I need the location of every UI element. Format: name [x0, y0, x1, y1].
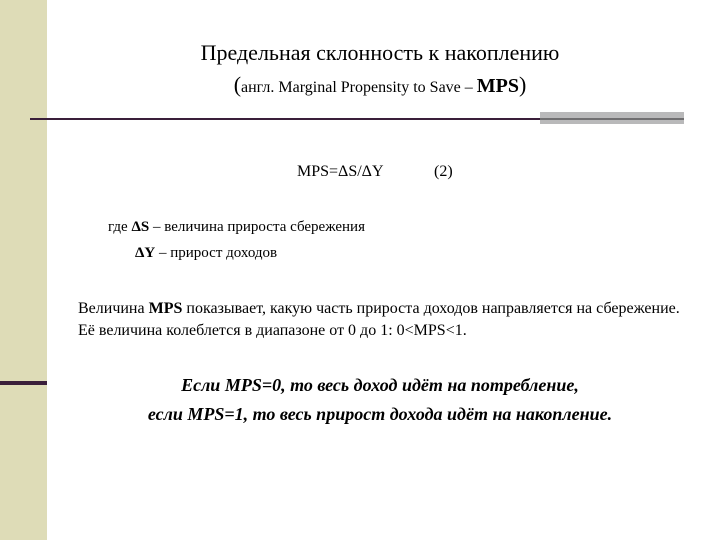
conclusion-line-2: если MPS=1, то весь прирост дохода идёт на накопление. [147, 404, 613, 424]
slide-subtitle [0, 72, 720, 98]
formula-expression: MPS=ΔS/ΔY [297, 163, 384, 180]
paragraph-body: показывает, какую часть прироста доходов направляется на сбережение. Её величина колеблется в диапазоне от 0 до 1: 0<MPS<1. [78, 300, 680, 339]
slide-title: Предельная склонность к накоплению [200, 40, 560, 65]
legend-item-delta-s [108, 219, 365, 236]
paragraph-lead: Величина [78, 300, 149, 317]
subtitle-abbr: MPS [476, 75, 519, 97]
formula-number: (2) [434, 163, 453, 180]
subtitle-open-paren: ( [233, 72, 242, 97]
subtitle-text: англ. Marginal Propensity to Save – [241, 79, 477, 96]
legend-symbol-delta-y: ΔY [135, 245, 156, 261]
subtitle-close-paren: ) [518, 72, 527, 97]
legend-prefix: где [108, 219, 132, 235]
conclusion-line-1: Если MPS=0, то весь доход идёт на потребление, [181, 375, 579, 395]
legend-text-delta-y: – прирост доходов [155, 245, 278, 261]
paragraph-term: MPS [148, 300, 183, 317]
legend-item-delta-y [135, 245, 277, 262]
explanation-paragraph [78, 298, 688, 342]
header-divider-accent-line [540, 118, 684, 120]
legend-symbol-delta-s: ΔS [131, 219, 150, 235]
legend-text-delta-s: – величина прироста сбережения [149, 219, 365, 235]
header-divider [30, 118, 540, 120]
